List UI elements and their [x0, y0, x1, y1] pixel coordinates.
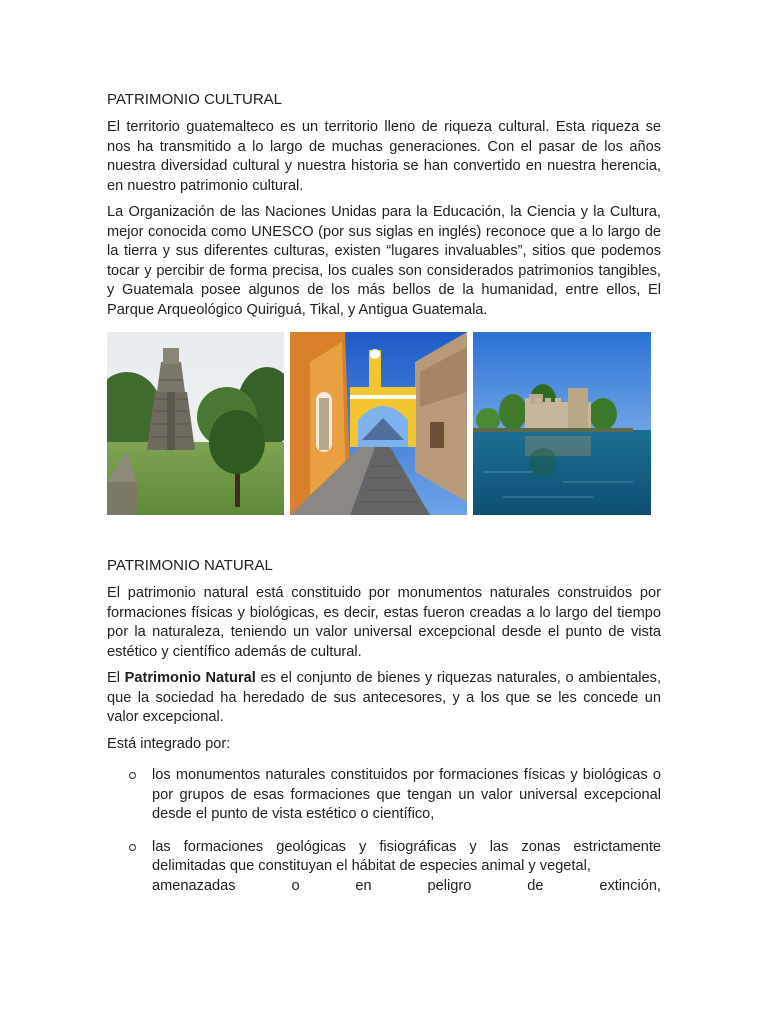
bullet-list [107, 766, 661, 896]
heading-patrimonio-natural: PATRIMONIO NATURAL [107, 557, 273, 574]
list-item [107, 838, 661, 897]
paragraph-natural-2-rest: es el conjunto de bienes y riquezas naturales, o ambientales, que la sociedad ha heredado de sus antecesores, y a los que se les concede un valor excepcional. [107, 670, 662, 725]
paragraph-natural-2 [107, 669, 661, 728]
tikal-temple-photo [107, 332, 284, 515]
antigua-arch-photo [290, 332, 467, 515]
photo-strip [107, 332, 661, 515]
heading-patrimonio-cultural: PATRIMONIO CULTURAL [107, 91, 283, 108]
list-item-continuation: amenazadas o en peligro de extinción, [152, 877, 661, 894]
section-patrimonio-natural [107, 556, 661, 896]
hollow-bullet-icon [129, 772, 136, 779]
list-item-text: los monumentos naturales constituidos por formaciones físicas y biológicas o por grupos de esas formaciones que tengan un valor universal excepcional desde el punto de vista estético o científico, [152, 767, 661, 822]
paragraph-cultural-1: El territorio guatemalteco es un territorio lleno de riqueza cultural. Esta riqueza se nos ha transmitido a lo largo de muchas generaciones. Con el pasar de los años nuestra diversidad cultural y nuestra historia se han convertido en nuestra herencia, en nuestro patrimonio cultural. [107, 119, 661, 194]
hollow-bullet-icon [129, 844, 136, 851]
integrado-intro: Está integrado por: [107, 735, 231, 752]
list-item [107, 766, 661, 825]
paragraph-cultural-2: La Organización de las Naciones Unidas para la Educación, la Ciencia y la Cultura, mejor conocida como UNESCO (por sus siglas en inglés) reconoce que a lo largo de la tierra y sus diferentes culturas, existen “lugares invaluables”, sitios que podemos tocar y percibir de forma precisa, los cuales son considerados patrimonios tangibles, y Guatemala posee algunos de los más bellos de la humanidad, entre ellos, El Parque Arqueológico Quiriguá, Tikal, y Antigua Guatemala. [107, 204, 661, 318]
patrimonio-natural-bold: Patrimonio Natural [124, 670, 256, 686]
paragraph-natural-1: El patrimonio natural está constituido por monumentos naturales construidos por formaciones físicas y biológicas, es decir, estas fueron creadas a lo largo del tiempo por la naturaleza, teniendo un valor universal excepcional desde el punto de vista estético y científico además de cultural. [107, 585, 661, 660]
list-item-text: las formaciones geológicas y fisiográficas y las zonas estrictamente delimitadas que constituyan el hábitat de especies animal y vegetal, [152, 838, 661, 874]
paragraph-natural-2-prefix: El [107, 670, 125, 686]
castillo-lake-photo [473, 332, 651, 515]
document-content [107, 90, 661, 896]
